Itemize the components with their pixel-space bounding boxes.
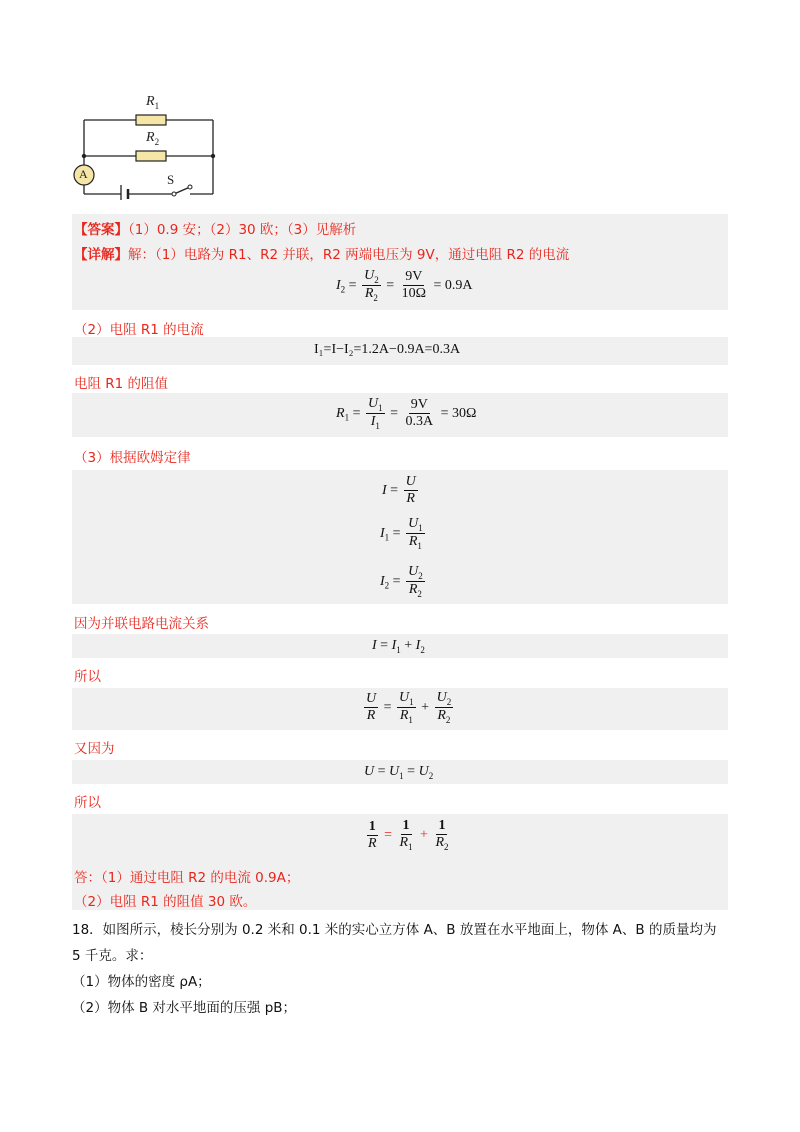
so-label-2: 所以	[74, 795, 101, 811]
reciprocal-eq: $\frac{1}{R}$ = $\frac{1}{R_1}$ + $\frac{1}{R_2}$	[368, 818, 449, 852]
conclusion-1: 答：（1）通过电阻 R2 的电流 0.9A；	[74, 870, 300, 886]
ohm-law-eq: I = $\frac{U}{R}$	[382, 474, 416, 507]
part3-label: （3）根据欧姆定律	[74, 450, 191, 466]
answer-line: 【答案】（1）0.9 安；（2）30 欧；（3）见解析	[74, 222, 357, 238]
also-because-label: 又因为	[74, 741, 115, 757]
r1-label: $R_1$	[146, 94, 160, 111]
r1-value-label: 电阻 R1 的阻值	[74, 376, 169, 392]
part2-label: （2）电阻 R1 的电流	[74, 322, 204, 338]
so-label-1: 所以	[74, 669, 101, 685]
voltage-eq: $U = U_1 = U_2$	[364, 764, 434, 781]
equation-i2: $I_2$ = $\frac{U_2}{R_2}$ = $\frac{9V}{10\Omega}$ = 0.9A	[336, 268, 473, 303]
ohm-law-eq-2: $I_2$ = $\frac{U_2}{R_2}$	[380, 564, 423, 599]
because-parallel-label: 因为并联电路电流关系	[74, 616, 209, 632]
switch-label: S	[167, 172, 175, 187]
question-18-part1: （1）物体的密度 ρA；	[72, 974, 211, 990]
conclusion-2: （2）电阻 R1 的阻值 30 欧。	[74, 894, 257, 910]
ammeter-label: A	[79, 167, 88, 181]
r2-label: $R_2$	[146, 130, 160, 147]
current-sum-eq: $I = I_1 + I_2$	[372, 638, 425, 655]
equation-i1: I₁=I−I₂=1.2A−0.9A=0.3A	[314, 342, 461, 357]
ratio-eq: $\frac{U}{R}$ = $\frac{U_1}{R_1}$ + $\frac{U_2}{R_2}$	[366, 690, 452, 725]
ohm-law-eq-1: $I_1$ = $\frac{U_1}{R_1}$	[380, 516, 423, 551]
equation-r1: $R_1$ = $\frac{U_1}{I_1}$ = $\frac{9V}{0.3A}$ = 30Ω	[336, 396, 477, 431]
question-18-line1: 18．如图所示，棱长分别为 0.2 米和 0.1 米的实心立方体 A、B 放置在水平地面上，物体 A、B 的质量均为	[72, 922, 717, 938]
resistor-r2	[136, 151, 166, 161]
question-18-line2: 5 千克。求：	[72, 948, 153, 964]
resistor-r1	[136, 115, 166, 125]
question-18-part2: （2）物体 B 对水平地面的压强 pB；	[72, 1000, 297, 1016]
detail-intro: 【详解】解：（1）电路为 R1、R2 并联，R2 两端电压为 9V，通过电阻 R2 的电流	[74, 247, 570, 263]
